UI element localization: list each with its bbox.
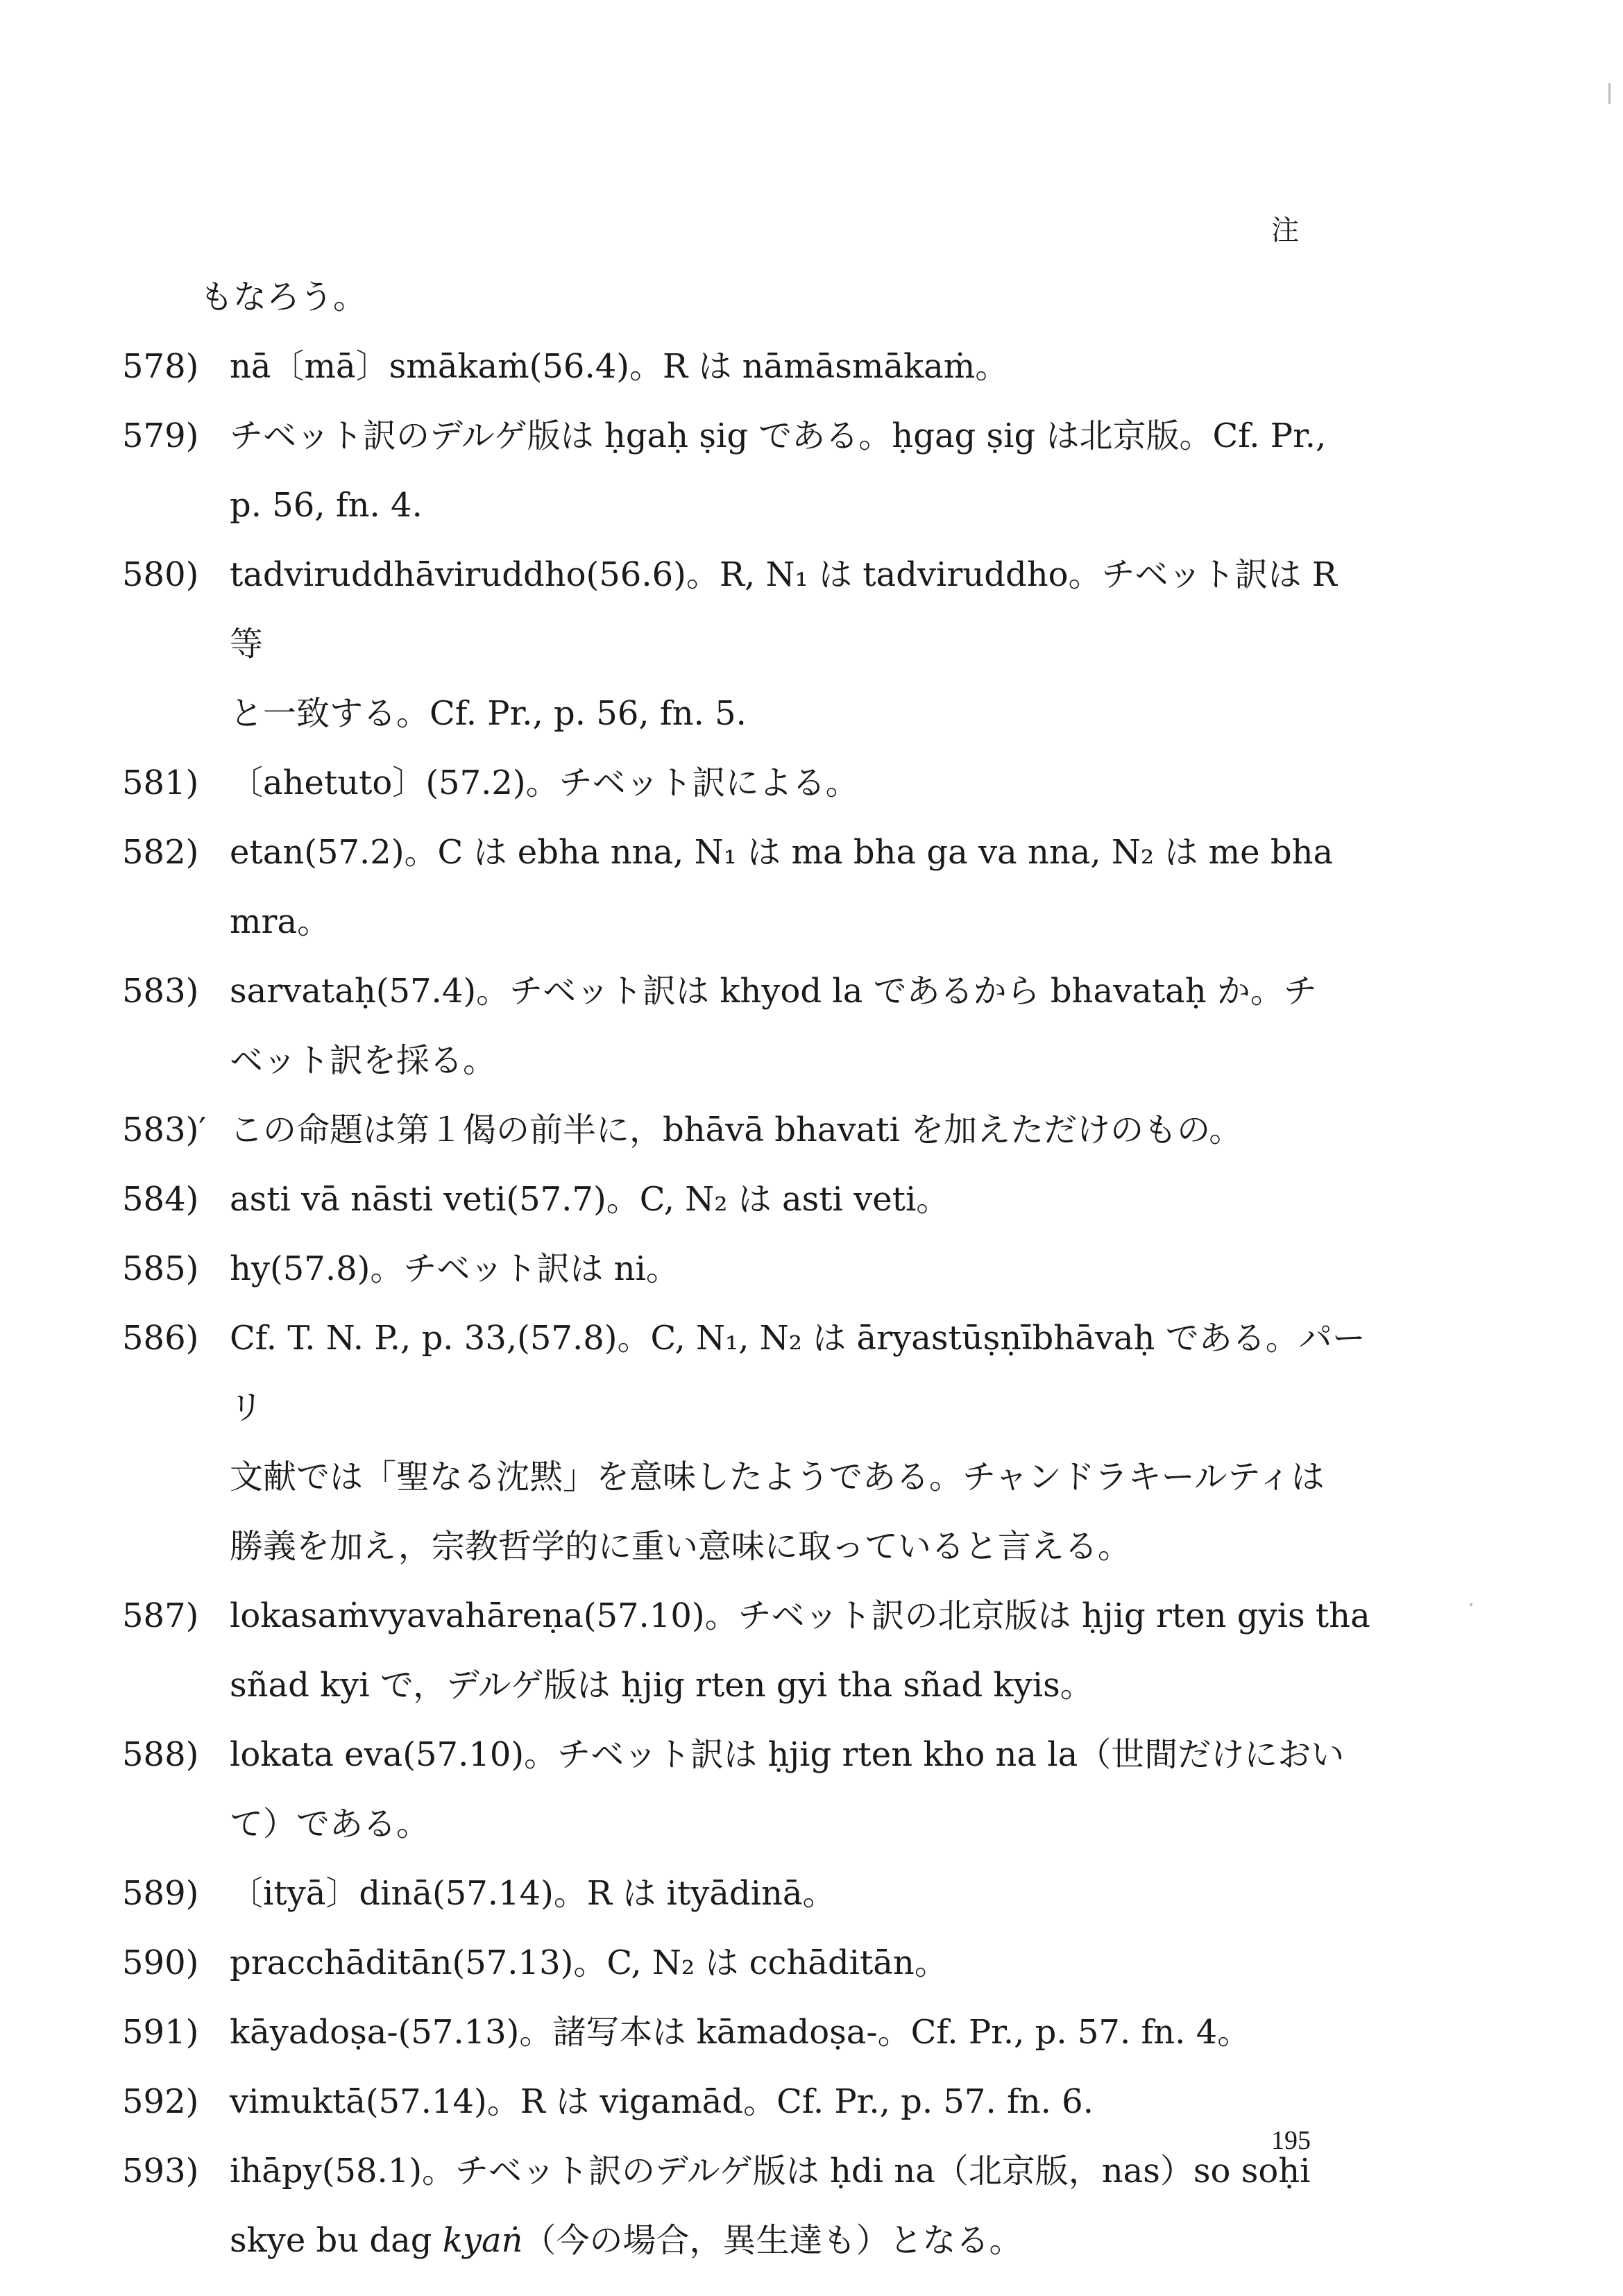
note-entry [122,1720,1371,1859]
note-line: sñad kyi で，デルゲ版は ḥjig rten gyi tha sñad kyis。 [230,1666,1094,1705]
note-number: 580) [122,555,199,594]
note-line: sarvataḥ(57.4)。チベット訳は khyod la であるから bhavataḥ か。チ [230,972,1317,1011]
note-entry [122,401,1371,540]
note-line: asti vā nāsti veti(57.7)。C, N₂ は asti veti。 [230,1180,950,1219]
note-entry [122,1581,1371,1720]
note-line: tadviruddhāviruddho(56.6)。R, N₁ は tadviruddho。チベット訳は R 等 [230,555,1337,664]
note-line: lokata eva(57.10)。チベット訳は ḥjig rten kho na la（世間だけにおい [230,1735,1345,1774]
note-entry [122,1095,1371,1165]
note-entry [122,540,1371,748]
note-line: チベット訳のデルゲ版は ḥgaḥ ṣig である。ḥgag ṣig は北京版。Cf. Pr., [230,416,1327,455]
note-number: 589) [122,1874,199,1913]
continuation-line: もなろう。 [200,278,367,316]
note-line [230,2206,1371,2275]
note-number: 583)′ [122,1111,207,1149]
note-line: p. 56, fn. 4. [230,486,423,525]
note-text: （今の場合，異生達も）となる。 [522,2221,1023,2260]
scan-edge-mark [1608,83,1611,104]
note-entry [122,748,1371,818]
note-line: vimuktā(57.14)。R は vigamād。Cf. Pr., p. 57. fn. 6. [230,2082,1094,2121]
note-line: この命題は第１偈の前半に，bhāvā bhavati を加えただけのもの。 [230,1111,1243,1149]
note-entry [122,1165,1371,1234]
note-entry [122,332,1371,401]
note-number: 591) [122,2013,199,2052]
note-line: 〔ityā〕dinā(57.14)。R は ityādinā。 [230,1874,836,1913]
notes-list [122,332,1371,2136]
scan-edge-mark [1470,1603,1472,1606]
note-line: ベット訳を採る。 [230,1041,497,1080]
italic-term: kyaṅ [442,2221,523,2260]
page-number: 195 [1271,2126,1311,2155]
note-line: と一致する。Cf. Pr., p. 56, fn. 5. [230,694,747,733]
note-line: kāyadoṣa-(57.13)。諸写本は kāmadoṣa-。Cf. Pr., p. 57. fn. 4。 [230,2013,1251,2052]
note-line: Cf. T. N. P., p. 33,(57.8)。C, N₁, N₂ は āryastūṣṇībhāvaḥ である。パーリ [230,1319,1366,1427]
note-entry [122,1234,1371,1303]
running-header-mark: 注 [1271,214,1299,246]
note-number: 581) [122,763,199,802]
note-number: 587) [122,1596,199,1635]
note-line: hy(57.8)。チベット訳は ni。 [230,1249,679,1288]
note-line: 文献では「聖なる沈黙」を意味したようである。チャンドラキールティは [230,1458,1325,1496]
note-number: 593) [122,2152,199,2191]
note-entry [122,1998,1371,2067]
note-number: 588) [122,1735,199,1774]
note-line: 〔ahetuto〕(57.2)。チベット訳による。 [230,763,859,802]
note-number: 579) [122,416,199,455]
note-entry [122,1303,1371,1581]
note-line [230,2136,1371,2206]
note-number: 578) [122,347,199,386]
note-line: lokasaṁvyavahāreṇa(57.10)。チベット訳の北京版は ḥjig rten gyis tha [230,1596,1370,1635]
note-number: 590) [122,1943,199,1982]
note-line: nā〔mā〕smākaṁ(56.4)。R は nāmāsmākaṁ。 [230,347,1009,386]
note-entry [122,956,1371,1095]
note-text: ihāpy(58.1)。チベット訳のデルゲ版は ḥdi na（北京版，nas）so soḥi [230,2152,1311,2191]
note-number: 583) [122,972,199,1011]
note-entry [122,1859,1371,1928]
note-line: pracchāditān(57.13)。C, N₂ は cchāditān。 [230,1943,948,1982]
note-line: etan(57.2)。C は ebha nna, N₁ は ma bha ga va nna, N₂ は me bha mra。 [230,833,1334,941]
note-line: て）である。 [230,1805,430,1843]
note-entry [122,1928,1371,1998]
notes-body [122,262,1371,2275]
note-entry [122,2067,1371,2136]
note-number: 586) [122,1319,199,1358]
note-number: 584) [122,1180,199,1219]
note-entry [122,2136,1371,2275]
note-number: 585) [122,1249,199,1288]
note-number: 592) [122,2082,199,2121]
note-entry [122,818,1371,956]
note-text: skye bu dag [230,2221,443,2260]
note-number: 582) [122,833,199,872]
note-line: 勝義を加え，宗教哲学的に重い意味に取っていると言える。 [230,1527,1131,1566]
